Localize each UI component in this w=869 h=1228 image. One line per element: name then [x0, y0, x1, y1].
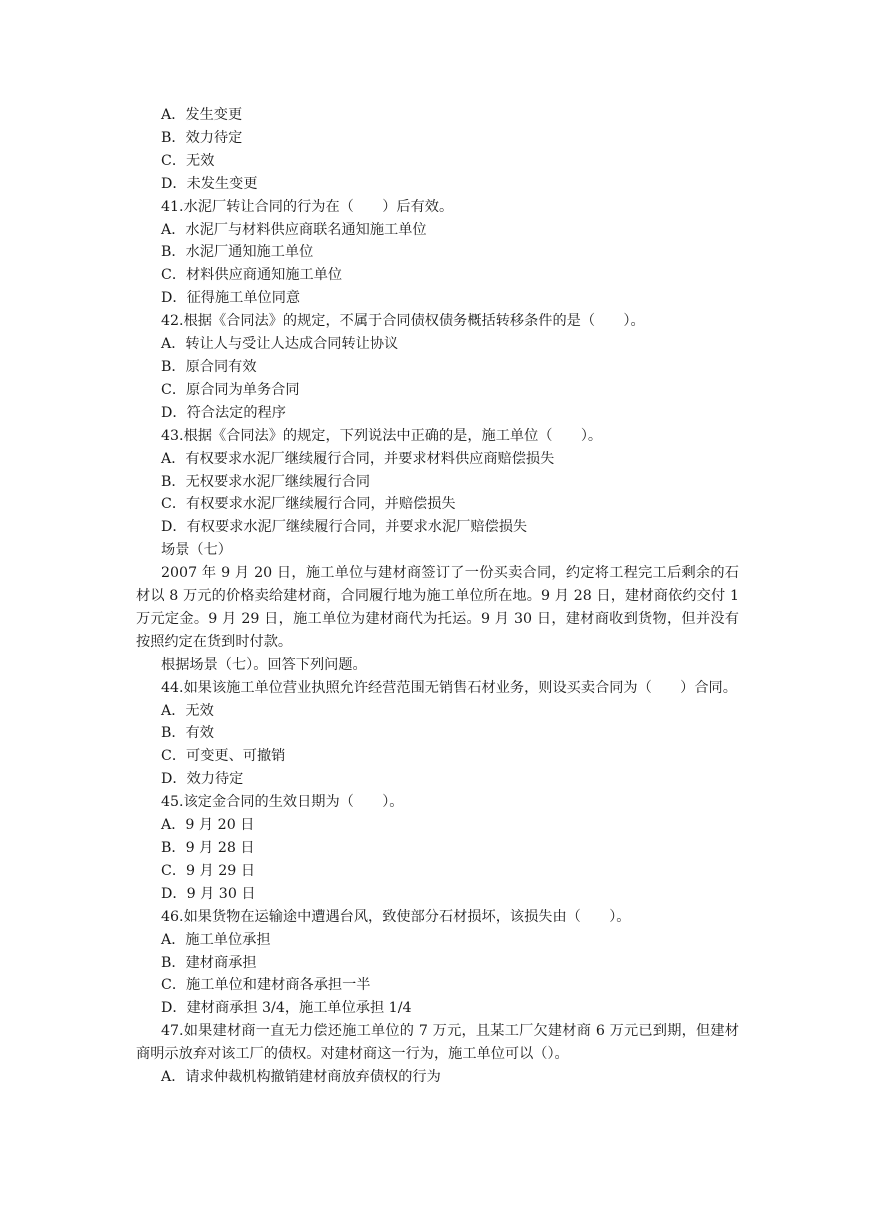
document-body [136, 104, 739, 1089]
option-line: C．可变更、可撤销 [161, 748, 286, 765]
option-line: D．建材商承担 3/4，施工单位承担 1/4 [161, 1000, 412, 1017]
question-43: 43.根据《合同法》的规定，下列说法中正确的是，施工单位（ ）。 [161, 427, 603, 444]
option-line: C．无效 [161, 152, 215, 169]
option-line: D．有权要求水泥厂继续履行合同，并要求水泥厂赔偿损失 [161, 519, 528, 536]
option-line: D．征得施工单位同意 [161, 290, 301, 307]
scenario-heading: 场景（七） [161, 542, 232, 559]
option-line: A．有权要求水泥厂继续履行合同，并要求材料供应商赔偿损失 [161, 450, 555, 467]
question-45: 45.该定金合同的生效日期为（ ）。 [161, 794, 404, 811]
option-line: C．9 月 29 日 [161, 862, 256, 879]
question-47: 47.如果建材商一直无力偿还施工单位的 7 万元，且某工厂欠建材商 6 万元已到期，但建材商明示放弃对该工厂的债权。对建材商这一行为，施工单位可以（）。 [136, 1023, 739, 1063]
scenario-instruction: 根据场景（七）。回答下列问题。 [161, 656, 367, 673]
option-line: B．水泥厂通知施工单位 [161, 244, 314, 261]
option-line: A．无效 [161, 702, 214, 719]
option-line: A．转让人与受让人达成合同转让协议 [161, 336, 399, 353]
option-line: A．水泥厂与材料供应商联名通知施工单位 [161, 221, 427, 238]
option-line: A．施工单位承担 [161, 931, 271, 948]
option-line: D．符合法定的程序 [161, 404, 286, 421]
question-42: 42.根据《合同法》的规定，不属于合同债权债务概括转移条件的是（ ）。 [161, 313, 645, 330]
scenario-paragraph: 2007 年 9 月 20 日，施工单位与建材商签订了一份买卖合同，约定将工程完工后剩余的石材以 8 万元的价格卖给建材商，合同履行地为施工单位所在地。9 月 28 日，建材商依约交付 1 万元定金。9 月 29 日，施工单位为建材商代为托运。9 月 30 日，建材商收到货物，但并没有按照约定在货到时付款。 [136, 565, 739, 650]
option-line: B．无权要求水泥厂继续履行合同 [161, 473, 371, 490]
question-41: 41.水泥厂转让合同的行为在（ ）后有效。 [161, 198, 454, 215]
option-line: A．发生变更 [161, 107, 243, 123]
option-line: D．9 月 30 日 [161, 885, 256, 902]
question-44: 44.如果该施工单位营业执照允许经营范围无销售石材业务，则设买卖合同为（ ）合同。 [161, 679, 737, 696]
option-line: B．有效 [161, 725, 214, 742]
question-46: 46.如果货物在运输途中遭遇台风，致使部分石材损坏，该损失由（ ）。 [161, 908, 631, 925]
option-line: D．效力待定 [161, 771, 244, 788]
option-line: B．原合同有效 [161, 358, 257, 375]
option-line: A．请求仲裁机构撤销建材商放弃债权的行为 [161, 1069, 441, 1086]
option-line: C．施工单位和建材商各承担一半 [161, 977, 371, 994]
option-line: B．效力待定 [161, 129, 243, 146]
option-line: B．9 月 28 日 [161, 840, 255, 856]
option-line: C．材料供应商通知施工单位 [161, 267, 343, 284]
option-line: B．建材商承担 [161, 954, 257, 971]
option-line: A．9 月 20 日 [161, 817, 255, 834]
option-line: D．未发生变更 [161, 175, 258, 192]
option-line: C．原合同为单务合同 [161, 381, 300, 398]
option-line: C．有权要求水泥厂继续履行合同，并赔偿损失 [161, 496, 456, 513]
